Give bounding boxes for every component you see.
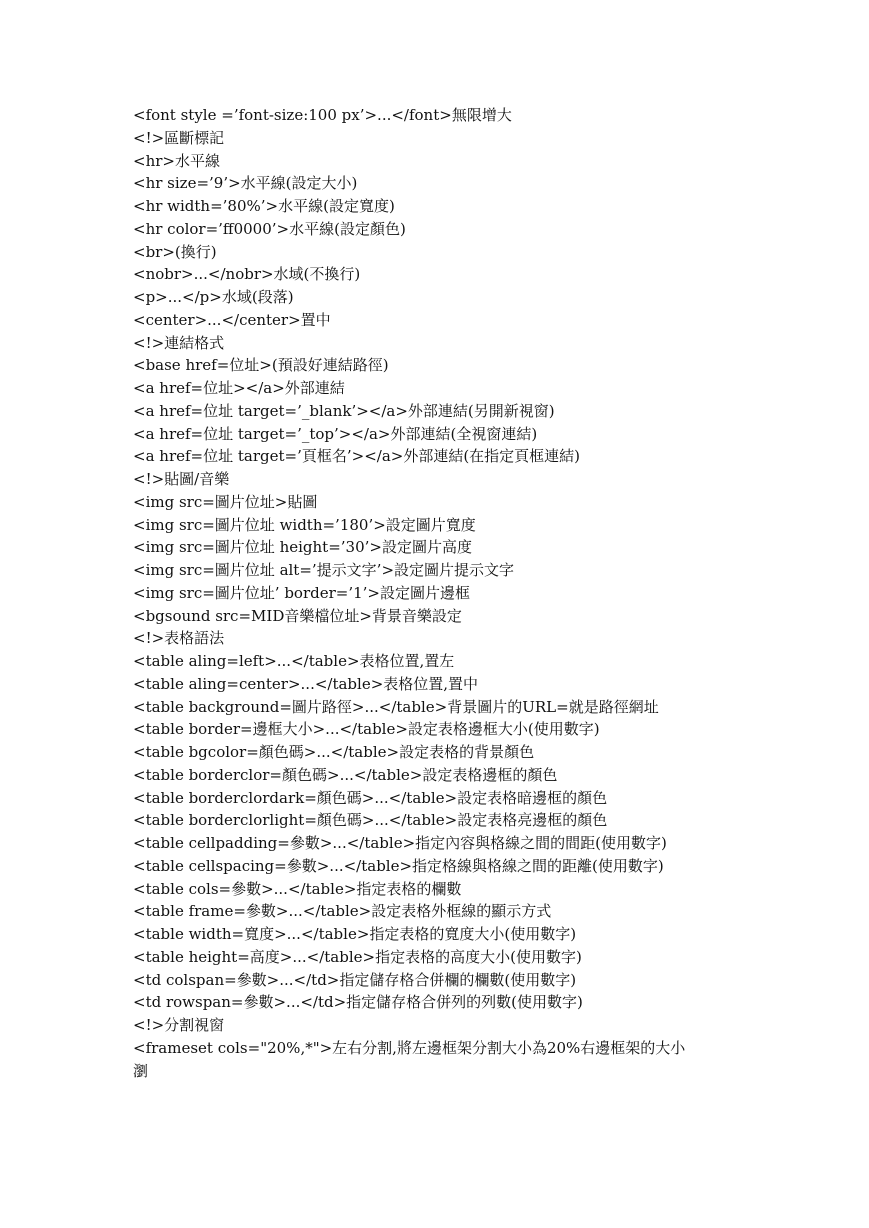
text-line: 瀏	[133, 1061, 149, 1080]
text-line: <a href=位址 target=’_top’></a>外部連結(全視窗連結)	[133, 424, 538, 443]
text-line: <a href=位址></a>外部連結	[133, 379, 345, 397]
text-line: <table background=圖片路徑>...</table>背景圖片的URL=就是路徑網址	[133, 697, 659, 716]
text-line: <!>分割視窗	[133, 1016, 225, 1034]
text-line: <table bgcolor=顏色碼>...</table>設定表格的背景顏色	[133, 743, 535, 761]
text-line: <table aling=left>...</table>表格位置,置左	[133, 652, 455, 670]
text-line: <table borderclor=顏色碼>...</table>設定表格邊框的顏色	[133, 765, 558, 784]
text-line: <table borderclorlight=顏色碼>...</table>設定表格亮邊框的顏色	[133, 811, 608, 830]
text-line: <table border=邊框大小>...</table>設定表格邊框大小(使用數字)	[133, 720, 600, 739]
text-line: <table aling=center>...</table>表格位置,置中	[133, 674, 479, 693]
text-line: <table borderclordark=顏色碼>...</table>設定表格暗邊框的顏色	[133, 788, 608, 807]
text-line: <a href=位址 target=’頁框名’></a>外部連結(在指定頁框連結)	[133, 447, 581, 466]
text-line: <bgsound src=MID音樂檔位址>背景音樂設定	[133, 606, 462, 625]
text-line: <table height=高度>...</table>指定表格的高度大小(使用數字)	[133, 947, 582, 966]
text-line: <td rowspan=參數>...</td>指定儲存格合併列的列數(使用數字)	[133, 993, 583, 1012]
text-line: <hr width=’80%’>水平線(設定寬度)	[133, 197, 395, 215]
text-line: <hr>水平線	[133, 151, 220, 170]
text-line: <hr size=’9’>水平線(設定大小)	[133, 174, 358, 193]
text-line: <a href=位址 target=’_blank’></a>外部連結(另開新視窗)	[133, 401, 555, 420]
document-page	[133, 104, 763, 1082]
text-line: <table frame=參數>...</table>設定表格外框線的顯示方式	[133, 902, 552, 921]
text-line: <!>表格語法	[133, 629, 225, 648]
text-line: <img src=圖片位址>貼圖	[133, 492, 318, 511]
text-line: <p>...</p>水域(段落)	[133, 288, 294, 306]
text-line: <!>貼圖/音樂	[133, 470, 230, 488]
text-line: <center>...</center>置中	[133, 310, 331, 329]
text-line: <nobr>...</nobr>水域(不換行)	[133, 265, 361, 284]
text-line: <table cellspacing=參數>...</table>指定格線與格線之間的距離(使用數字)	[133, 856, 664, 875]
text-line: <hr color=’ff0000’>水平線(設定顏色)	[133, 219, 406, 238]
text-line: <img src=圖片位址’ border=’1’>設定圖片邊框	[133, 583, 471, 602]
text-line: <td colspan=參數>...</td>指定儲存格合併欄的欄數(使用數字)	[133, 970, 577, 989]
text-line: <img src=圖片位址 height=’30’>設定圖片高度	[133, 538, 472, 557]
text-line: <br>(換行)	[133, 242, 217, 261]
text-line: <table width=寬度>...</table>指定表格的寬度大小(使用數字)	[133, 925, 577, 943]
text-line: <base href=位址>(預設好連結路徑)	[133, 356, 389, 375]
text-line: <frameset cols="20%,*">左右分割,將左邊框架分割大小為20%右邊框架的大小	[133, 1038, 686, 1057]
text-line: <!>區斷標記	[133, 128, 225, 147]
text-line: <!>連結格式	[133, 333, 225, 352]
text-line: <font style =’font-size:100 px’>...</font>無限增大	[133, 106, 512, 124]
text-line: <img src=圖片位址 width=’180’>設定圖片寬度	[133, 515, 476, 534]
text-line: <table cellpadding=參數>...</table>指定內容與格線之間的間距(使用數字)	[133, 834, 667, 852]
text-line: <img src=圖片位址 alt=’提示文字’>設定圖片提示文字	[133, 561, 515, 579]
text-line: <table cols=參數>...</table>指定表格的欄數	[133, 879, 462, 898]
